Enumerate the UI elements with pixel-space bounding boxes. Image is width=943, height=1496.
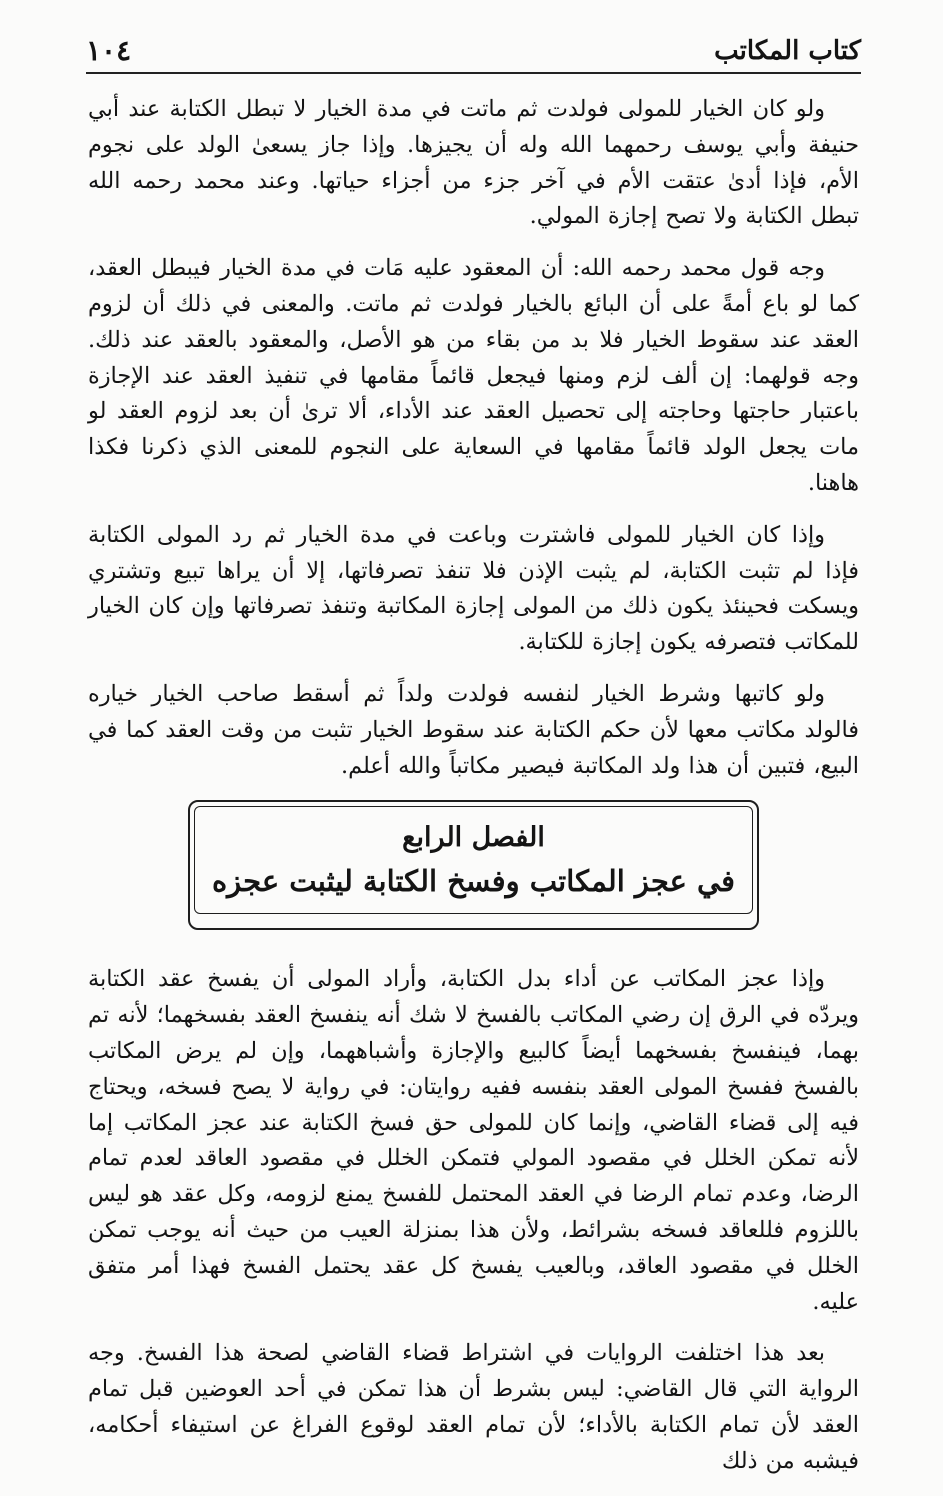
paragraph: وجه قول محمد رحمه الله: أن المعقود عليه مَات في مدة الخيار فيبطل العقد، كما لو باع أمةً على أن البائع بالخيار فولدت ثم ماتت. والمعنى في ذلك أن لزوم العقد عند سقوط الخيار فلا بد من بقاء من هو الأصل، والمعقود بالعقد عند ذلك. وجه قولهما: إن ألف لزم ومنها فيجعل قائماً مقامها في تنفيذ العقد عند الإجازة باعتبار حاجتها وحاجته إلى تحصيل العقد عند الأداء، ألا ترىٰ أن بعد لزوم العقد لو مات يجعل الولد قائماً مقامها في السعاية على النجوم للمعنى الذي ذكرنا فكذا هاهنا. <box>88 255 859 496</box>
chapter-subtitle: في عجز المكاتب وفسخ الكتابة ليثبت عجزه <box>211 864 736 899</box>
paragraph: وإذا عجز المكاتب عن أداء بدل الكتابة، وأراد المولى أن يفسخ عقد الكتابة ويردّه في الرق إن رضي المكاتب بالفسخ لا شك أنه ينفسخ العقد بفسخهما؛ لأنه تم بهما، فينفسخ بفسخهما أيضاً كالبيع والإجازة وأشباههما، وإن لم يرض المكاتب بالفسخ ففسخ المولى العقد بنفسه ففيه روايتان: في رواية لا يصح فسخه، ويحتاج فيه إلى قضاء القاضي، وإنما كان للمولى حق فسخ الكتابة عند عجز المكاتب إما لأنه تمكن الخلل في مقصود المولي فتمكن الخلل في مقصود العاقد لعدم تمام الرضا، وعدم تمام الرضا في العقد المحتمل للفسخ يمنع لزومه، وكل عقد هو ليس باللزوم فللعاقد فسخه بشرائط، ولأن هذا بمنزلة العيب من حيث أنه يوجب تمكن الخلل في مقصود العاقد، وبالعيب يفسخ كل عقد يحتمل الفسخ فهذا أمر متفق عليه. <box>88 966 859 1315</box>
paragraph: ولو كان الخيار للمولى فولدت ثم ماتت في مدة الخيار لا تبطل الكتابة عند أبي حنيفة وأبي يوسف رحمهما الله وله أن يجيزها. وإذا جاز يسعىٰ الولد على نجوم الأم، فإذا أدىٰ عتقت الأم في آخر جزء من أجزاء حياتها. وعند محمد رحمه الله تبطل الكتابة ولا تصح إجازة المولي. <box>88 96 859 230</box>
page-header <box>86 30 861 76</box>
paragraph: وإذا كان الخيار للمولى فاشترت وباعت في مدة الخيار ثم رد المولى الكتابة فإذا لم تثبت الكتابة، لم يثبت الإذن فلا تنفذ تصرفاتها، إلا أن يراها تبيع وتشتري ويسكت فحينئذ يكون ذلك من المولى إجازة المكاتبة وتنفذ تصرفاتها وإن كان الخيار للمكاتب فتصرفه يكون إجازة للكتابة. <box>88 521 859 656</box>
header-divider <box>86 72 861 74</box>
paragraph: ولو كاتبها وشرط الخيار لنفسه فولدت ولداً ثم أسقط صاحب الخيار خياره فالولد مكاتب معها لأن حكم الكتابة عند سقوط الخيار تثبت من وقت العقد كما في البيع، فتبين أن هذا ولد المكاتبة فيصير مكاتباً والله أعلم. <box>88 680 859 779</box>
page-number: ١٠٤ <box>86 34 132 67</box>
chapter-title: الفصل الرابع <box>402 822 545 854</box>
chapter-heading-frame <box>188 800 759 930</box>
paragraph: بعد هذا اختلفت الروايات في اشتراط قضاء القاضي لصحة هذا الفسخ. وجه الرواية التي قال القاضي: ليس بشرط أن هذا تمكن في أحد العوضين قبل تمام العقد لأن تمام الكتابة بالأداء؛ لأن تمام العقد لوقوع الفراغ عن استيفاء أحكامه، فيشبه من ذلك <box>88 1340 859 1474</box>
page-body <box>88 92 859 1496</box>
running-title: كتاب المكاتب <box>714 36 861 66</box>
chapter-heading-inner-frame <box>194 806 753 914</box>
